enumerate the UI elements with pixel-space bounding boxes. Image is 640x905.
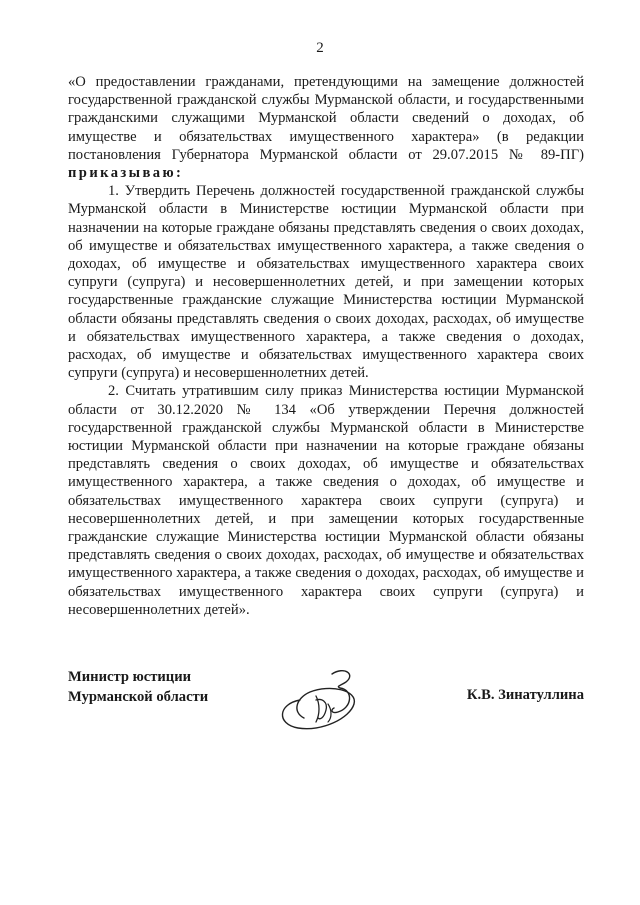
signer-title: [68, 667, 208, 707]
page-number: 2: [316, 40, 324, 56]
signer-title-line-2: Мурманской области: [68, 689, 209, 705]
paragraph-1: 1. Утвердить Перечень должностей государственной гражданской службы Мурманской области в Министерстве юстиции Мурманской области при назначении на которые граждане обязаны представлять сведения о своих доходах, об имуществе и обязательствах имущественного характера, а также сведения о доходах, об имуществе и обязательствах имущественного характера своих супруги (супруга) и несовершеннолетних детей, и при замещении которых государственные гражданские служащие Министерства юстиции Мурманской области обязаны представлять сведения о своих доходах, расходах, об имуществе и обязательствах имущественного характера, а также сведения о доходах, расходах, об имуществе и обязательствах имущественного характера своих супруги (супруга) и несовершеннолетних детей.: [68, 183, 584, 382]
intro-text: «О предоставлении гражданами, претендующими на замещение должностей государственной гражданской службы Мурманской области, и государственными гражданскими служащими Мурманской области сведений о доходах, об имуществе и обязательствах имущественного характера» (в редакции постановления Губернатора Мурманской области от 29.07.2015 № 89-ПГ): [68, 74, 584, 163]
document-body: [68, 73, 584, 619]
signer-name: К.В. Зинатуллина: [466, 687, 584, 703]
signer-title-line-1: Министр юстиции: [68, 669, 192, 685]
intro-paragraph: [68, 73, 584, 182]
order-word: приказываю:: [68, 165, 184, 182]
paragraph-2: 2. Считать утратившим силу приказ Министерства юстиции Мурманской области от 30.12.2020 № 134 «Об утверждении Перечня должностей государственной гражданской службы Мурманской области в Министерстве юстиции Мурманской области при назначении на которые граждане обязаны представлять сведения о своих доходах, об имуществе и обязательствах имущественного характера, а также сведения о доходах, об имуществе и обязательствах имущественного характера своих супруги (супруга) и несовершеннолетних детей, и при замещении которых государственные гражданские служащие Министерства юстиции Мурманской области обязаны представлять сведения о своих доходах, расходах, об имуществе и обязательствах имущественного характера, а также сведения о доходах, расходах, об имуществе и обязательствах имущественного характера своих супруги (супруга) и несовершеннолетних детей».: [68, 383, 584, 618]
handwritten-signature: [270, 660, 380, 740]
